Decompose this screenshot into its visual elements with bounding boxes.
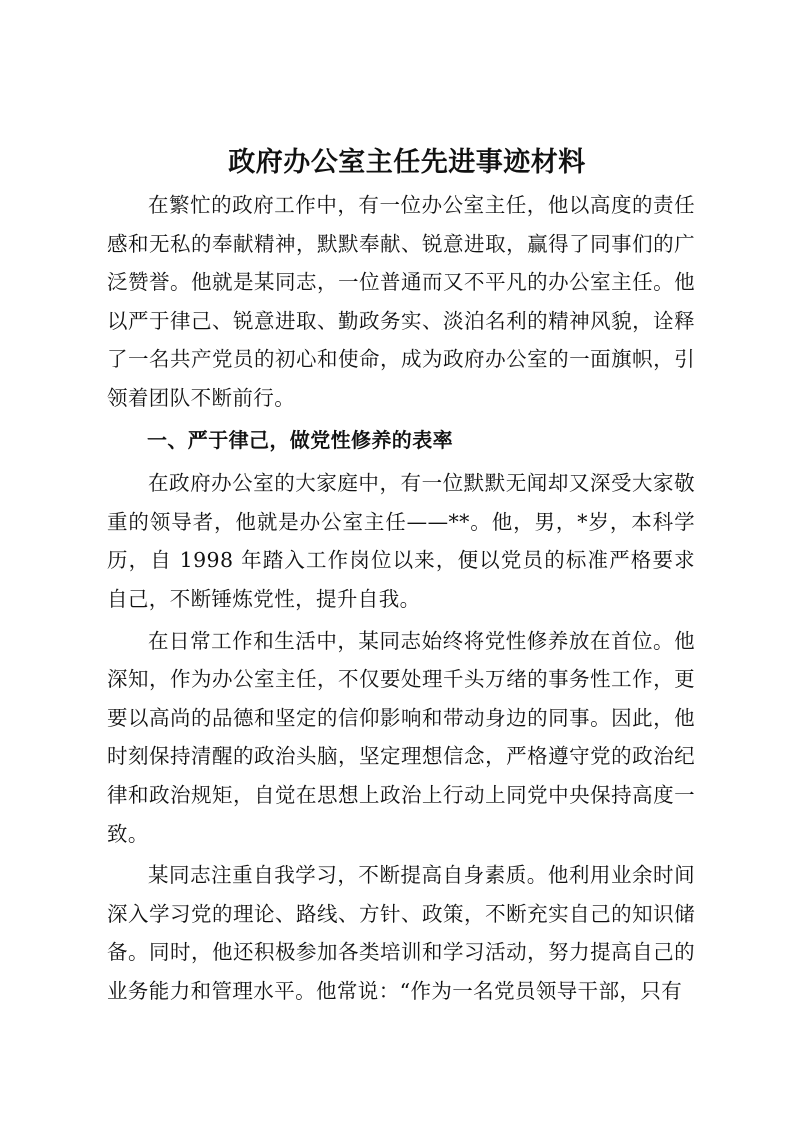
section-heading-1: 一、严于律己，做党性修养的表率 (147, 427, 453, 452)
body-paragraph-2: 在日常工作和生活中，某同志始终将党性修养放在首位。他深知，作为办公室主任，不仅要处理千头万绪的事务性工作，更要以高尚的品德和坚定的信仰影响和带动身边的同事。因此，他时刻保持清醒的政治头脑，坚定理想信念，严格遵守党的政治纪律和政治规矩，自觉在思想上政治上行动上同党中央保持高度一致。 (107, 628, 695, 846)
body-paragraph-3: 某同志注重自我学习，不断提高自身素质。他利用业余时间深入学习党的理论、路线、方针、政策，不断充实自己的知识储备。同时，他还积极参加各类培训和学习活动，努力提高自己的业务能力和管理水平。他常说：“作为一名党员领导干部，只有 (107, 863, 695, 1003)
document-title: 政府办公室主任先进事迹材料 (228, 147, 586, 178)
intro-paragraph: 在繁忙的政府工作中，有一位办公室主任，他以高度的责任感和无私的奉献精神，默默奉献、锐意进取，赢得了同事们的广泛赞誉。他就是某同志，一位普通而又不平凡的办公室主任。他以严于律己、锐意进取、勤政务实、淡泊名利的精神风貌，诠释了一名共产党员的初心和使命，成为政府办公室的一面旗帜，引领着团队不断前行。 (107, 193, 695, 410)
document-body (107, 140, 695, 1013)
body-paragraph-1: 在政府办公室的大家庭中，有一位默默无闻却又深受大家敬重的领导者，他就是办公室主任——**。他，男，*岁，本科学历，自 1998 年踏入工作岗位以来，便以党员的标准严格要求自己，不断锤炼党性，提升自我。 (107, 471, 695, 611)
